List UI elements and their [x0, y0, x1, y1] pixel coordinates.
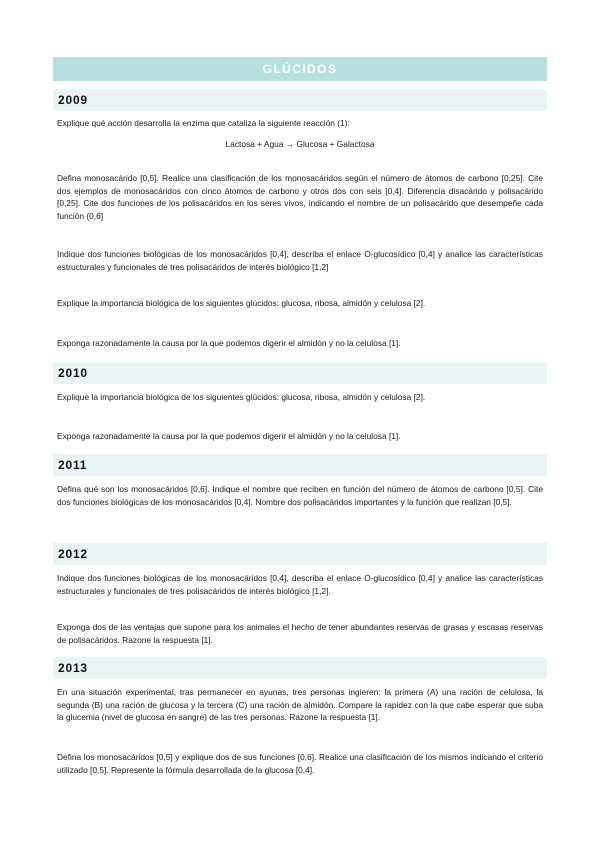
question-text: Defina qué son los monosacáridos [0,6]. Indique el nombre que reciben en función del número de átomos de carbono [0,5]. Cite dos funciones biológicas de los monosacáridos [0,4]. Nombre dos polisacáridos importantes y la función que realizan [0,5].	[57, 484, 543, 507]
question-text: Exponga dos de las ventajas que supone para los animales el hecho de tener abundantes reservas de grasas y escasas reservas de polisacáridos. Razone la respuesta [1].	[57, 622, 543, 645]
question-text: Explique qué acción desarrolla la enzima que cataliza la siguiente reacción (1):	[57, 118, 350, 128]
question-text: Exponga razonadamente la causa por la que podemos digerir el almidón y no la celulosa [1].	[57, 338, 401, 348]
question-text: Indique dos funciones biológicas de los monosacáridos [0,4], describa el enlace O-glucosídico [0,4] y analice las características estructurales y funcionales de tres polisacáridos de interés biológico [1,2].	[57, 573, 543, 596]
question-text: Defina monosacárido [0,5]. Realice una clasificación de los monosacáridos según el número de átomos de carbono [0,25]. Cite dos ejemplos de monosacáridos con cinco átomos de carbono y otros dos con seis [0,4]. Diferencia disacárido y polisacárido [0,25]. Cite dos funciones de los polisacáridos en los seres vivos, indicando el nombre de un polisacárido que desempeñe cada función (0,6]	[57, 173, 543, 221]
reaction-equation: Lactosa + Agua → Glucosa + Galactosa	[225, 139, 375, 149]
year-heading-2013	[53, 657, 547, 679]
question-text: Exponga razonadamente la causa por la que podemos digerir el almidón y no la celulosa [1].	[57, 431, 401, 441]
question-text: Explique la importancia biológica de los siguientes glúcidos: glucosa, ribosa, almidón y celulosa [2].	[57, 392, 426, 402]
question-text: Indique dos funciones biológicas de los monosacáridos [0,4], describa el enlace O-glucosídico [0,4] y analice las características estructurales y funcionales de tres polisacáridos de interés biológico [1,2]	[57, 249, 543, 272]
year-label: 2011	[58, 458, 88, 472]
year-label: 2010	[58, 366, 88, 380]
year-label: 2013	[58, 661, 88, 675]
year-label: 2009	[58, 93, 88, 107]
page-title: GLÚCIDOS	[262, 62, 338, 76]
question-text: En una situación experimental, tras permanecer en ayunas, tres personas ingieren: la primera (A) una ración de celulosa, la segunda (B) una ración de glucosa y la tercera (C) una ración de almidón. Compare la rapidez con la que cabe esperar que suba la glucemia (nivel de glucosa en sangre) de las tres personas. Razone la respuesta [1].	[57, 687, 543, 723]
year-heading-2010	[53, 362, 547, 384]
year-heading-2009	[53, 89, 547, 111]
question-text: Explique la importancia biológica de los siguientes glúcidos: glucosa, ribosa, almidón y celulosa [2].	[57, 298, 426, 308]
year-heading-2012	[53, 543, 547, 565]
year-heading-2011	[53, 454, 547, 476]
question-text: Defina los monosacáridos [0,5] y explique dos de sus funciones [0,6]. Realice una clasificación de los mismos indicando el criterio utilizado [0,5]. Represente la fórmula desarrollada de la glucosa [0,4].	[57, 752, 543, 775]
year-label: 2012	[58, 547, 88, 561]
title-banner	[53, 57, 547, 81]
